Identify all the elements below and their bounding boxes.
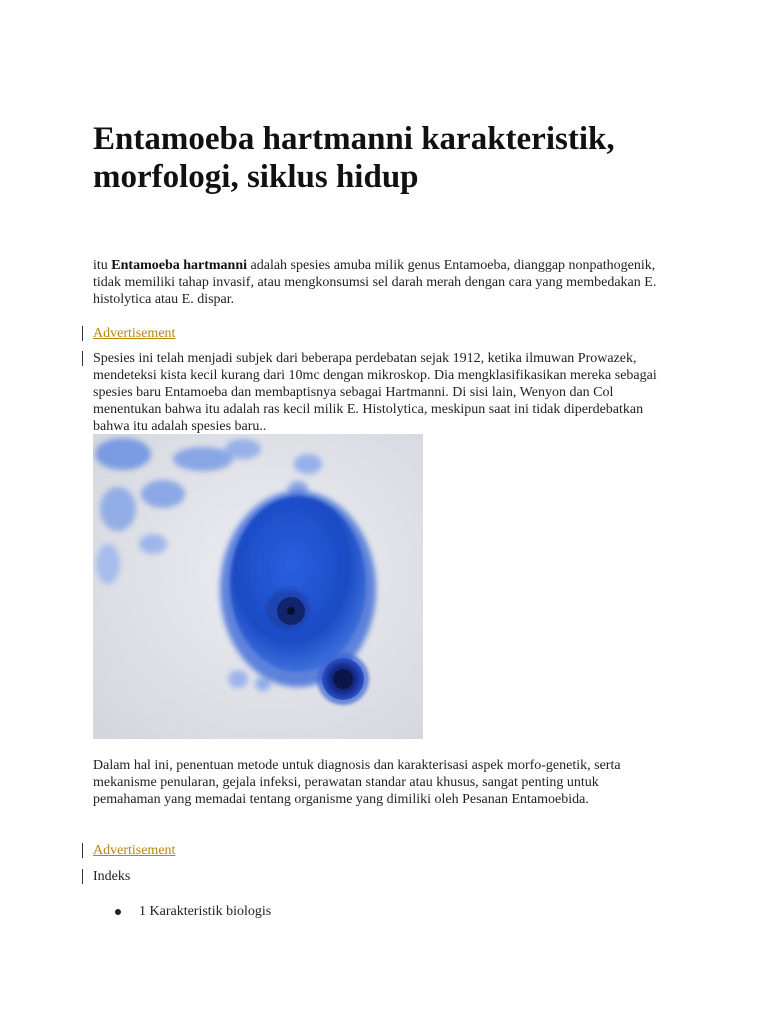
paragraph-marker <box>82 351 83 366</box>
intro-paragraph <box>93 257 663 308</box>
bullet-icon <box>115 909 121 915</box>
advertisement-marker <box>82 326 83 341</box>
table-of-contents <box>115 903 271 920</box>
intro-species-name: Entamoeba hartmanni <box>111 258 248 273</box>
toc-item[interactable] <box>115 903 271 920</box>
index-heading: Indeks <box>93 869 131 884</box>
intro-text: adalah spesies amuba milik genus Entamoeba, dianggap nonpathogenik, tidak memiliki tahap invasif, atau mengkonsumsi sel darah merah dengan cara yang membedakan E. histolytica atau E. dispar. <box>93 258 657 307</box>
advertisement-link[interactable]: Advertisement <box>93 843 176 858</box>
index-marker <box>82 869 83 884</box>
microscope-image <box>93 434 423 739</box>
diagnosis-paragraph: Dalam hal ini, penentuan metode untuk diagnosis dan karakterisasi aspek morfo-genetik, serta mekanisme penularan, gejala infeksi, perawatan standar atau khusus, sangat penting untuk pemahaman yang memadai tentang organisme yang dimiliki oleh Pesanan Entamoebida. <box>93 758 621 807</box>
article-title: Entamoeba hartmanni karakteristik, morfologi, siklus hidup <box>93 121 615 195</box>
toc-item-label: 1 Karakteristik biologis <box>139 904 272 919</box>
advertisement-link[interactable]: Advertisement <box>93 326 176 341</box>
cyst <box>317 653 369 705</box>
advertisement-marker <box>82 843 83 858</box>
intro-prefix: itu <box>93 258 112 273</box>
history-paragraph: Spesies ini telah menjadi subjek dari beberapa perdebatan sejak 1912, ketika ilmuwan Prowazek, mendeteksi kista kecil kurang dari 10mc dengan mikroskop. Dia mengklasifikasikan mereka sebagai spesies baru Entamoeba dan membaptisnya sebagai Hartmanni. Di sisi lain, Wenyon dan Col menentukan bahwa itu adalah ras kecil milik E. Histolytica, meskipun saat ini tidak diperdebatkan bahwa itu adalah spesies baru.. <box>93 351 657 434</box>
